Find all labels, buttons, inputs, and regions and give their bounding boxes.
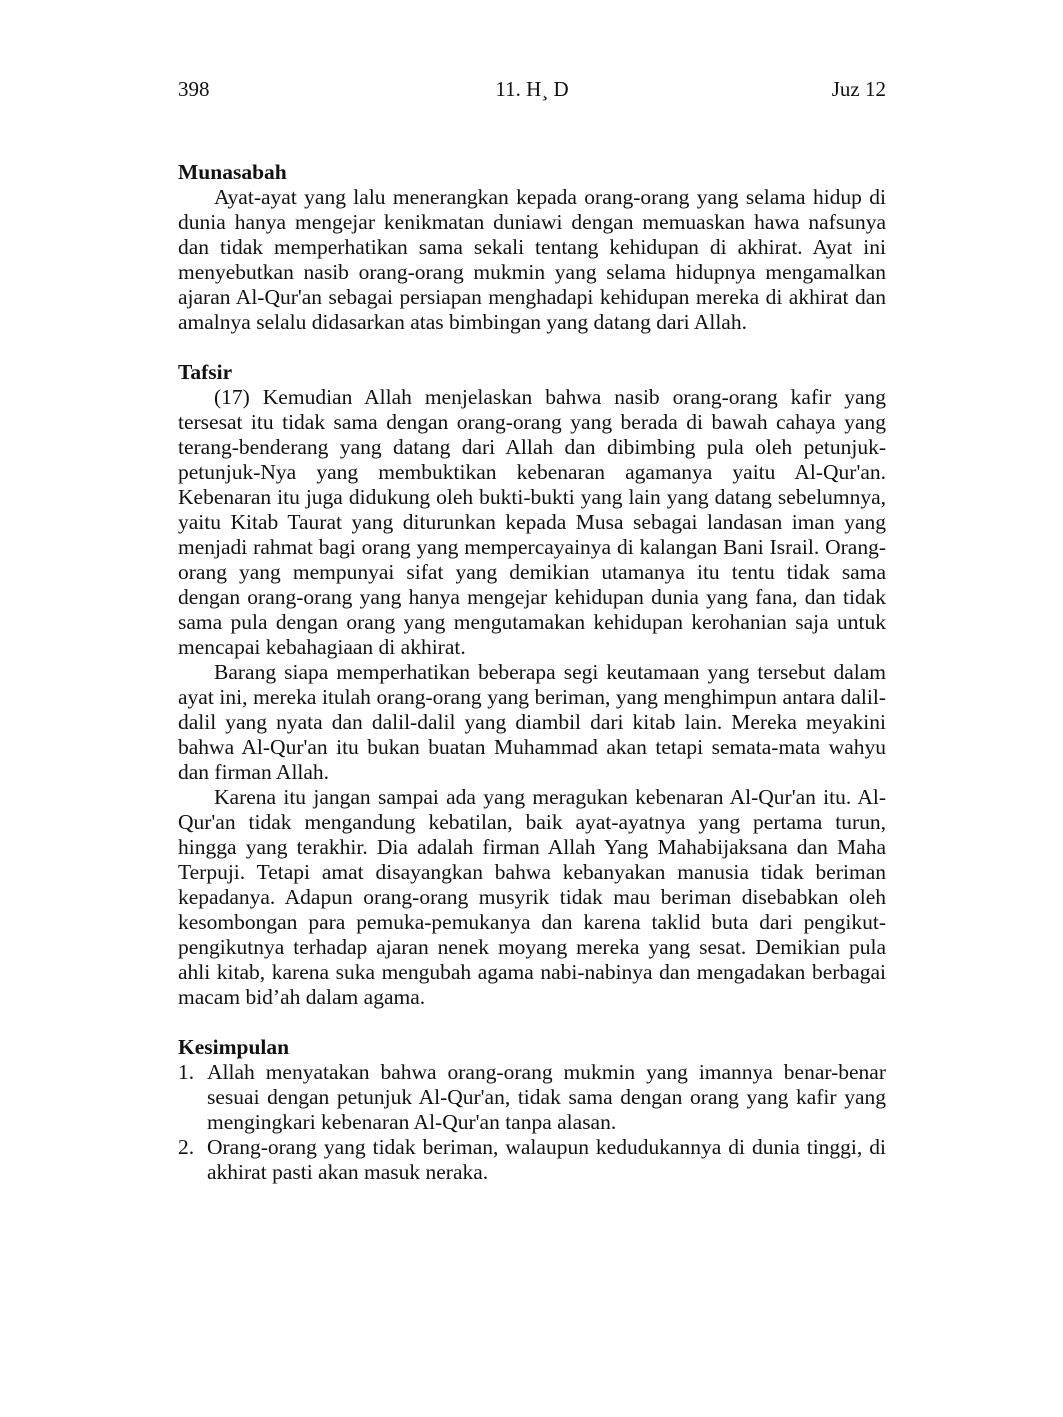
tafsir-paragraph-3: Karena itu jangan sampai ada yang meragukan kebenaran Al-Qur'an itu. Al-Qur'an tidak mengandung kebatilan, baik ayat-ayatnya yang pertama turun, hingga yang terakhir. Dia adalah firman Allah Yang Mahabijaksana dan Maha Terpuji. Tetapi amat disayangkan bahwa kebanyakan manusia tidak beriman kepadanya. Adapun orang-orang musyrik tidak mau beriman disebabkan oleh kesombongan para pemuka-pemukanya dan karena taklid buta dari pengikut-pengikutnya terhadap ajaran nenek moyang mereka yang sesat. Demikian pula ahli kitab, karena suka mengubah agama nabi-nabinya dan mengadakan berbagai macam bid’ah dalam agama. [178,785,886,1009]
page-header [178,74,886,104]
list-item-text: Allah menyatakan bahwa orang-orang mukmin yang imannya benar-benar sesuai dengan petunjuk Al-Qur'an, tidak sama dengan orang yang kafir yang mengingkari kebenaran Al-Qur'an tanpa alasan. [207,1060,886,1134]
kesimpulan-section [178,1035,886,1185]
document-page [178,74,886,1185]
tafsir-section [178,360,886,1010]
list-item-text: Orang-orang yang tidak beriman, walaupun kedudukannya di dunia tinggi, di akhirat pasti akan masuk neraka. [207,1135,886,1184]
chapter-title: 11. H¸ D [495,77,569,101]
munasabah-section [178,160,886,335]
kesimpulan-heading: Kesimpulan [178,1035,290,1059]
page-number: 398 [178,77,210,101]
juz-label: Juz 12 [831,77,886,101]
tafsir-paragraph-1: (17) Kemudian Allah menjelaskan bahwa nasib orang-orang kafir yang tersesat itu tidak sama dengan orang-orang yang berada di bawah cahaya yang terang-benderang yang datang dari Allah dan dibimbing pula oleh petunjuk-petunjuk-Nya yang membuktikan kebenaran agamanya yaitu Al-Qur'an. Kebenaran itu juga didukung oleh bukti-bukti yang lain yang datang sebelumnya, yaitu Kitab Taurat yang diturunkan kepada Musa sebagai landasan iman yang menjadi rahmat bagi orang yang mempercayainya di kalangan Bani Israil. Orang-orang yang mempunyai sifat yang demikian utamanya itu tentu tidak sama dengan orang-orang yang hanya mengejar kehidupan dunia yang fana, dan tidak sama pula dengan orang yang mengutamakan kehidupan kerohanian saja untuk mencapai kebahagiaan di akhirat. [178,385,886,659]
list-item [178,1060,886,1135]
section-spacer [178,335,886,360]
tafsir-paragraph-2: Barang siapa memperhatikan beberapa segi keutamaan yang tersebut dalam ayat ini, mereka itulah orang-orang yang beriman, yang menghimpun antara dalil-dalil yang nyata dan dalil-dalil yang diambil dari kitab lain. Mereka meyakini bahwa Al-Qur'an itu bukan buatan Muhammad akan tetapi semata-mata wahyu dan firman Allah. [178,660,886,784]
munasabah-heading: Munasabah [178,160,287,184]
section-spacer [178,1010,886,1035]
header-spacer [178,104,886,160]
list-item [178,1135,886,1185]
conclusion-list [178,1060,886,1185]
tafsir-heading: Tafsir [178,360,233,384]
list-item-number: 1. [178,1060,195,1084]
list-item-number: 2. [178,1135,195,1159]
munasabah-paragraph: Ayat-ayat yang lalu menerangkan kepada orang-orang yang selama hidup di dunia hanya mengejar kenikmatan duniawi dengan memuaskan hawa nafsunya dan tidak memperhatikan sama sekali tentang kehidupan di akhirat. Ayat ini menyebutkan nasib orang-orang mukmin yang selama hidupnya mengamalkan ajaran Al-Qur'an sebagai persiapan menghadapi kehidupan mereka di akhirat dan amalnya selalu didasarkan atas bimbingan yang datang dari Allah. [178,185,886,334]
